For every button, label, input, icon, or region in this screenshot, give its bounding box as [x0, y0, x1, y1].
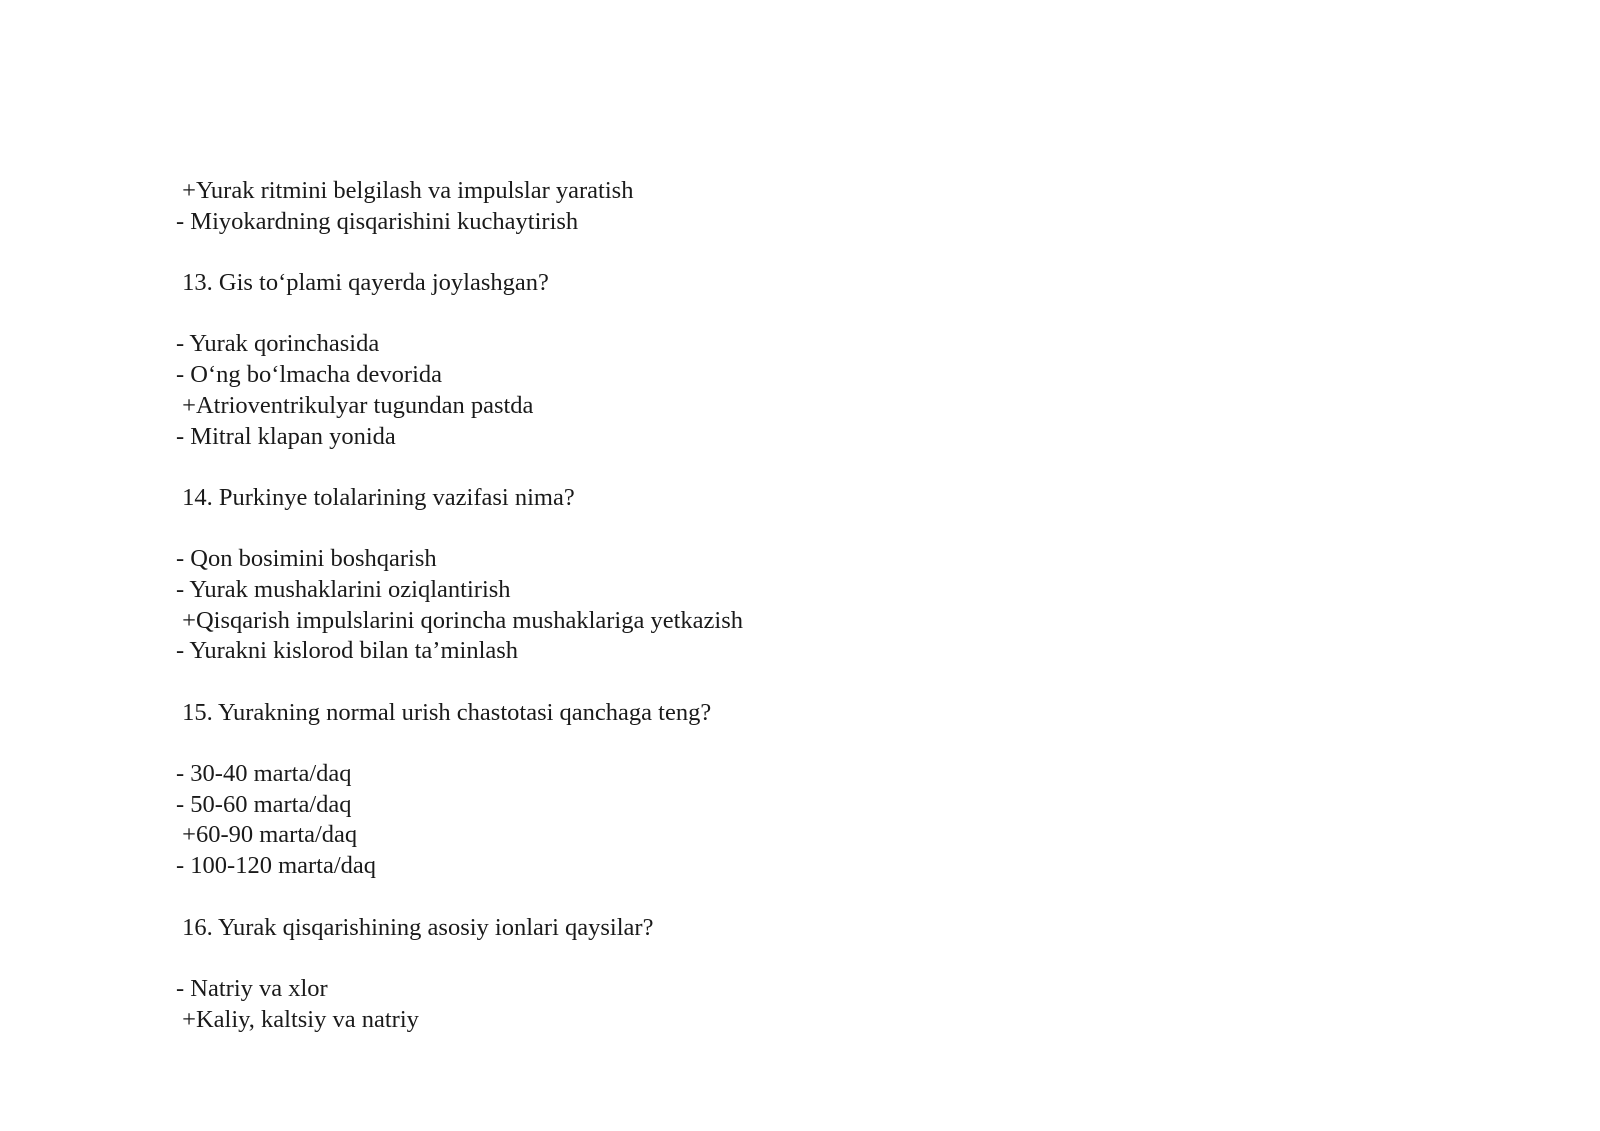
answer-option-correct: +Qisqarish impulslarini qorincha mushaklariga yetkazish — [176, 606, 743, 634]
answer-option-correct: +Atrioventrikulyar tugundan pastda — [176, 391, 534, 419]
question-16: 16. Yurak qisqarishining asosiy ionlari qaysilar? — [176, 913, 654, 941]
question-15: 15. Yurakning normal urish chastotasi qanchaga teng? — [176, 698, 712, 726]
document-body — [176, 176, 1376, 1035]
blank-line — [176, 667, 1376, 698]
answer-option-correct: +Yurak ritmini belgilash va impulslar yaratish — [176, 177, 634, 204]
blank-line — [176, 299, 1376, 330]
answer-option: - 100-120 marta/daq — [176, 852, 377, 880]
blank-line — [176, 882, 1376, 913]
answer-option: - Natriy va xlor — [176, 974, 328, 1002]
answer-option: - 50-60 marta/daq — [176, 790, 352, 818]
answer-option: - Yurakni kislorod bilan ta’minlash — [176, 637, 519, 665]
answer-option-correct: +Kaliy, kaltsiy va natriy — [176, 1005, 419, 1033]
blank-line — [176, 943, 1376, 974]
answer-option: - Yurak qorinchasida — [176, 330, 380, 358]
blank-line — [176, 452, 1376, 483]
question-14: 14. Purkinye tolalarining vazifasi nima? — [176, 483, 575, 511]
answer-option: - Qon bosimini boshqarish — [176, 545, 437, 573]
question-13: 13. Gis to‘plami qayerda joylashgan? — [176, 269, 549, 297]
blank-line — [176, 514, 1376, 545]
answer-option: - Yurak mushaklarini oziqlantirish — [176, 575, 511, 603]
blank-line — [176, 728, 1376, 759]
answer-option: - Miyokardning qisqarishini kuchaytirish — [176, 207, 579, 235]
blank-line — [176, 237, 1376, 268]
answer-option: - O‘ng bo‘lmacha devorida — [176, 361, 442, 389]
answer-option-correct: +60-90 marta/daq — [176, 821, 358, 849]
answer-option: - 30-40 marta/daq — [176, 760, 352, 788]
answer-option: - Mitral klapan yonida — [176, 422, 396, 450]
